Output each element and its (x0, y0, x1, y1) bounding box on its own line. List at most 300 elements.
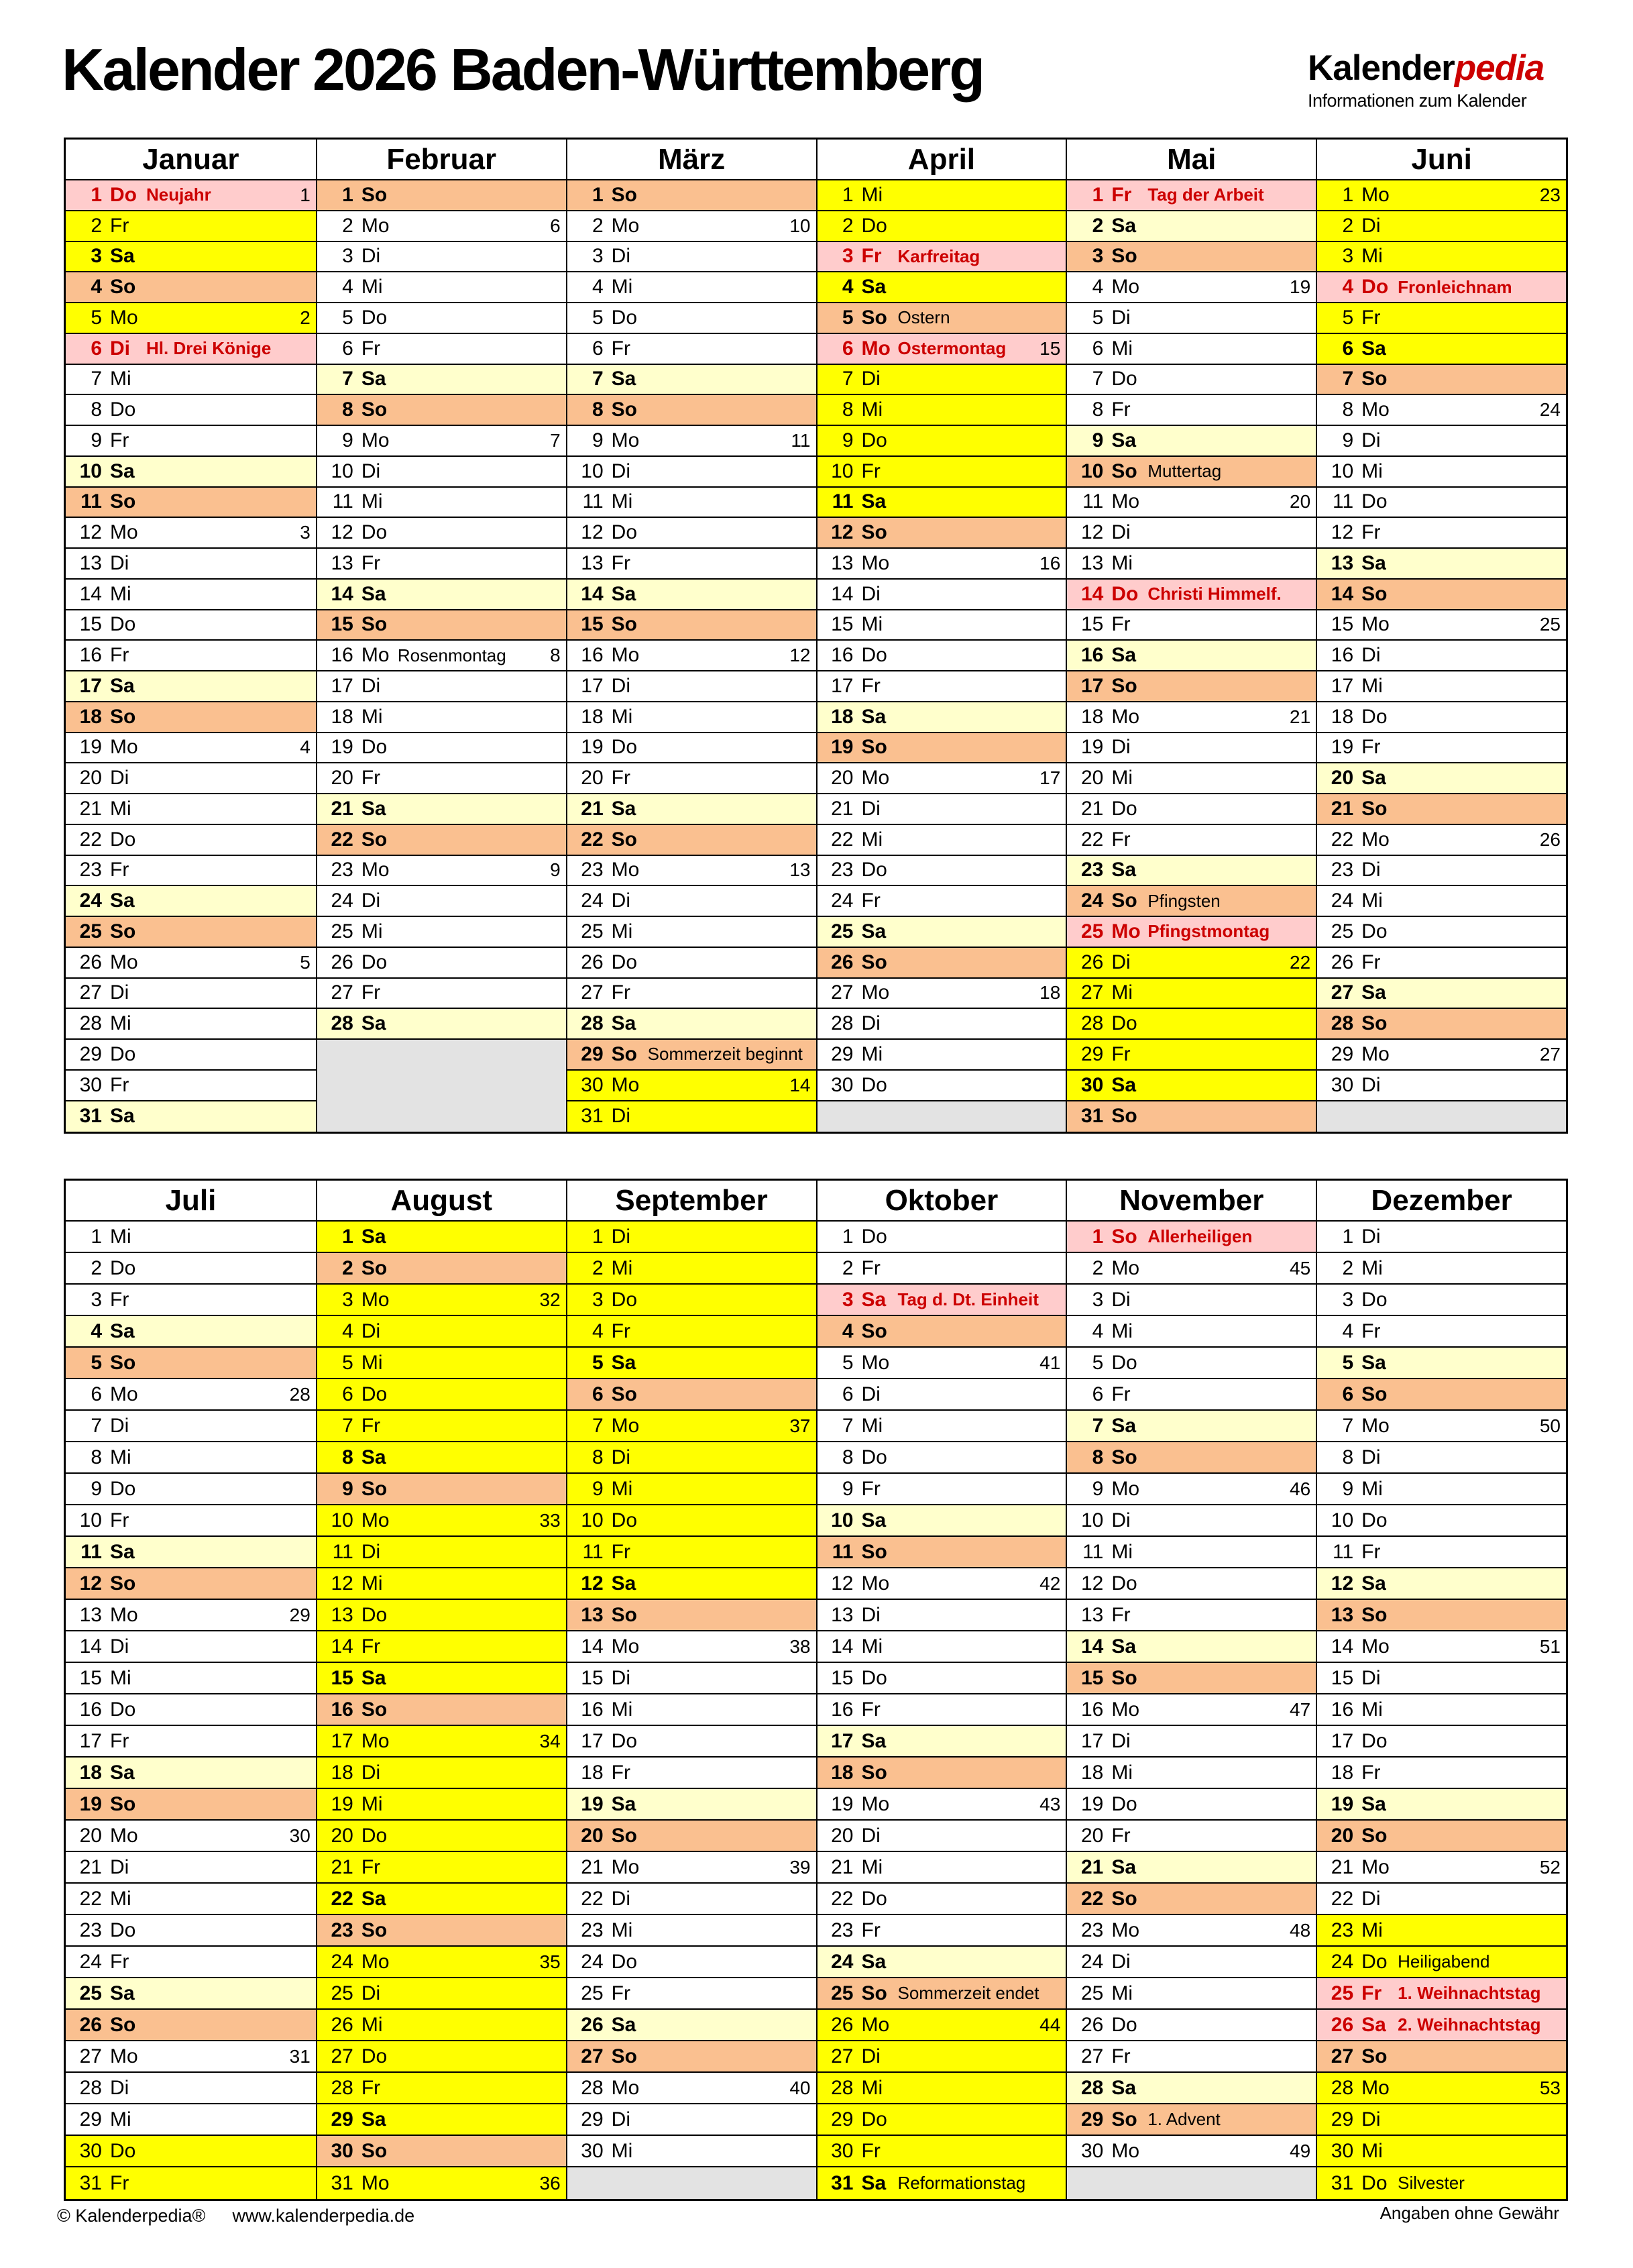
weekday-label: So (361, 1698, 388, 1721)
weekday-label: Fr (611, 981, 630, 1004)
day-number: 5 (592, 306, 604, 329)
weekday-label: Fr (361, 551, 381, 574)
weekday-label: Di (110, 2076, 129, 2099)
day-number: 13 (1080, 551, 1104, 574)
weekday-label: Mi (361, 705, 383, 728)
day-row-dezember-3 (1317, 1285, 1566, 1316)
week-number: 6 (550, 215, 561, 236)
day-row-juni-4 (1317, 272, 1566, 303)
day-number: 9 (1092, 429, 1104, 451)
day-number: 6 (91, 337, 102, 360)
weekday-label: Sa (361, 1666, 386, 1689)
day-number: 9 (1092, 1477, 1104, 1500)
weekday-label: Do (361, 736, 388, 759)
weekday-label: Sa (611, 582, 636, 605)
weekday-label: Sa (1111, 1414, 1137, 1437)
day-row-februar-20 (317, 763, 566, 794)
day-number: 29 (1080, 2108, 1104, 2130)
day-number: 9 (842, 429, 854, 451)
day-row-januar-8 (66, 395, 316, 426)
weekday-label: Mi (1111, 1982, 1133, 2004)
day-number: 14 (581, 1635, 604, 1658)
day-row-februar-7 (317, 365, 566, 396)
day-row-juli-15 (66, 1663, 316, 1694)
week-number: 47 (1290, 1698, 1311, 1720)
day-number: 18 (79, 1761, 102, 1784)
day-row-november-26 (1067, 2010, 1316, 2041)
day-row-februar-14 (317, 580, 566, 610)
weekday-label: Fr (1111, 2045, 1131, 2067)
weekday-label: Sa (361, 582, 386, 605)
day-row-märz-8 (567, 395, 816, 426)
weekday-label: Di (1361, 429, 1381, 451)
day-number: 3 (1092, 1288, 1104, 1311)
day-row-juni-24 (1317, 886, 1566, 917)
weekday-label: Sa (1361, 767, 1386, 790)
weekday-label: Sa (361, 1446, 386, 1468)
day-row-mai-11 (1067, 488, 1316, 519)
weekday-label: So (1111, 1105, 1137, 1128)
day-row-september-8 (567, 1442, 816, 1474)
weekday-label: So (1111, 1666, 1137, 1689)
week-number: 34 (539, 1730, 561, 1751)
weekday-label: Do (611, 1950, 638, 1973)
day-number: 24 (79, 1950, 102, 1973)
weekday-label: Mi (1361, 1919, 1383, 1941)
weekday-label: Mo (1111, 490, 1140, 513)
weekday-label: Mi (611, 490, 633, 513)
day-row-dezember-22 (1317, 1884, 1566, 1915)
weekday-label: Mo (1361, 1042, 1390, 1065)
day-number: 16 (831, 1698, 854, 1721)
day-row-juli-7 (66, 1411, 316, 1442)
week-number: 19 (1290, 276, 1311, 298)
day-row-september-2 (567, 1253, 816, 1285)
day-number: 25 (79, 1982, 102, 2004)
day-number: 29 (79, 2108, 102, 2130)
weekday-label: Do (1361, 705, 1388, 728)
weekday-label: Di (1361, 1446, 1381, 1468)
day-row-september-9 (567, 1474, 816, 1505)
day-number: 18 (331, 1761, 353, 1784)
day-row-juni-25 (1317, 917, 1566, 948)
day-row-märz-10 (567, 457, 816, 488)
weekday-label: Do (361, 1603, 388, 1626)
day-row-märz-3 (567, 242, 816, 273)
day-row-april-22 (818, 825, 1066, 856)
weekday-label: Mi (861, 1042, 883, 1065)
day-number: 7 (842, 1414, 854, 1437)
day-number: 4 (842, 276, 854, 299)
day-row-november-5 (1067, 1348, 1316, 1379)
day-row-august-4 (317, 1316, 566, 1348)
day-number: 16 (581, 644, 604, 667)
day-row-september-13 (567, 1600, 816, 1631)
day-row-februar-22 (317, 825, 566, 856)
day-row-april-20 (818, 763, 1066, 794)
day-number: 17 (581, 674, 604, 697)
day-number: 21 (1331, 1855, 1354, 1878)
weekday-label: Mo (110, 521, 138, 544)
day-row-april-16 (818, 641, 1066, 671)
weekday-label: Mo (110, 736, 138, 759)
day-number: 5 (1092, 1351, 1104, 1374)
day-number: 24 (831, 1950, 854, 1973)
day-row-januar-6 (66, 334, 316, 365)
day-row-oktober-16 (818, 1694, 1066, 1726)
day-number: 13 (331, 551, 353, 574)
day-row-juni-17 (1317, 671, 1566, 702)
weekday-label: Mi (1361, 889, 1383, 912)
day-number: 22 (79, 1887, 102, 1910)
day-row-oktober-4 (818, 1316, 1066, 1348)
weekday-label: Fr (110, 1288, 129, 1311)
day-number: 14 (831, 1635, 854, 1658)
day-row-mai-7 (1067, 365, 1316, 396)
weekday-label: Di (1361, 1666, 1381, 1689)
day-row-dezember-25 (1317, 1978, 1566, 2010)
weekday-label: Sa (611, 368, 636, 390)
day-number: 4 (592, 276, 604, 299)
empty-cell (818, 1101, 1066, 1132)
day-number: 21 (831, 1855, 854, 1878)
day-row-märz-21 (567, 794, 816, 825)
day-number: 12 (1331, 521, 1354, 544)
day-row-oktober-8 (818, 1442, 1066, 1474)
weekday-label: So (861, 1761, 887, 1784)
day-row-dezember-5 (1317, 1348, 1566, 1379)
day-number: 13 (581, 1603, 604, 1626)
day-number: 24 (581, 1950, 604, 1973)
holiday-note: Karfreitag (897, 246, 980, 266)
weekday-label: Do (861, 859, 887, 881)
week-number: 35 (539, 1951, 561, 1972)
day-row-oktober-26 (818, 2010, 1066, 2041)
weekday-label: Do (110, 1256, 136, 1279)
weekday-label: Di (361, 1982, 381, 2004)
weekday-label: Fr (361, 337, 381, 360)
day-row-januar-4 (66, 272, 316, 303)
weekday-label: Sa (861, 2171, 887, 2194)
weekday-label: Fr (1361, 1319, 1381, 1342)
day-number: 5 (1342, 306, 1354, 329)
weekday-label: So (1361, 1603, 1388, 1626)
day-row-april-23 (818, 856, 1066, 887)
day-row-juli-6 (66, 1379, 316, 1411)
day-row-mai-1 (1067, 180, 1316, 211)
weekday-label: Mi (110, 1225, 131, 1248)
weekday-label: Mo (861, 981, 890, 1004)
weekday-label: Mi (361, 1351, 383, 1374)
weekday-label: Mi (1111, 1540, 1133, 1563)
day-number: 30 (1331, 1073, 1354, 1096)
day-number: 22 (581, 1887, 604, 1910)
weekday-label: Di (361, 889, 381, 912)
weekday-label: Do (110, 613, 136, 636)
day-row-mai-30 (1067, 1071, 1316, 1101)
day-number: 30 (831, 1073, 854, 1096)
day-number: 24 (79, 889, 102, 912)
day-row-september-6 (567, 1379, 816, 1411)
weekday-label: Di (361, 1319, 381, 1342)
day-number: 28 (79, 2076, 102, 2099)
day-row-november-1 (1067, 1222, 1316, 1253)
day-number: 20 (1080, 1824, 1104, 1847)
weekday-label: Fr (1361, 1982, 1382, 2004)
day-row-september-20 (567, 1821, 816, 1852)
day-number: 3 (342, 245, 353, 268)
day-row-juni-12 (1317, 518, 1566, 549)
day-number: 11 (1333, 1540, 1354, 1563)
week-number: 46 (1290, 1478, 1311, 1499)
weekday-label: Mo (861, 1572, 890, 1595)
holiday-note: Pfingstmontag (1147, 921, 1270, 942)
weekday-label: Fr (861, 1256, 881, 1279)
calendar-second-half (64, 1179, 1568, 2201)
day-row-juli-5 (66, 1348, 316, 1379)
day-number: 17 (1080, 674, 1104, 697)
week-number: 3 (300, 522, 311, 543)
weekday-label: Do (110, 1477, 136, 1500)
day-number: 8 (342, 398, 353, 421)
holiday-note: Tag der Arbeit (1147, 184, 1264, 205)
day-row-januar-30 (66, 1071, 316, 1101)
weekday-label: So (110, 1351, 136, 1374)
day-row-märz-2 (567, 211, 816, 242)
day-row-juli-19 (66, 1789, 316, 1821)
weekday-label: Mi (611, 1477, 633, 1500)
day-row-oktober-7 (818, 1411, 1066, 1442)
day-row-september-12 (567, 1568, 816, 1600)
day-number: 14 (581, 582, 604, 605)
day-row-juli-14 (66, 1631, 316, 1663)
day-number: 15 (831, 1666, 854, 1689)
day-row-november-30 (1067, 2136, 1316, 2167)
day-row-september-29 (567, 2104, 816, 2136)
weekday-label: So (611, 1383, 637, 1405)
day-number: 9 (91, 1477, 102, 1500)
day-number: 18 (1331, 705, 1354, 728)
weekday-label: Do (1111, 1012, 1137, 1035)
week-number: 2 (300, 307, 311, 328)
day-row-februar-11 (317, 488, 566, 519)
day-row-februar-28 (317, 1009, 566, 1040)
day-number: 20 (1080, 767, 1104, 790)
day-number: 12 (1080, 521, 1104, 544)
day-number: 17 (331, 674, 353, 697)
week-number: 5 (300, 951, 311, 973)
day-number: 3 (91, 245, 102, 268)
day-row-september-28 (567, 2073, 816, 2104)
day-number: 19 (79, 736, 102, 759)
weekday-label: Fr (1111, 1603, 1131, 1626)
weekday-label: So (861, 1319, 887, 1342)
day-number: 29 (1331, 2108, 1354, 2130)
day-row-oktober-25 (818, 1978, 1066, 2010)
weekday-label: So (110, 1792, 136, 1815)
day-row-november-28 (1067, 2073, 1316, 2104)
weekday-label: Mi (110, 1446, 131, 1468)
weekday-label: Di (1111, 521, 1131, 544)
day-row-juli-16 (66, 1694, 316, 1726)
day-number: 9 (1342, 1477, 1354, 1500)
weekday-label: So (611, 398, 637, 421)
weekday-label: So (1361, 1824, 1388, 1847)
day-row-juni-22 (1317, 825, 1566, 856)
week-number: 43 (1039, 1793, 1061, 1815)
day-number: 6 (342, 337, 353, 360)
weekday-label: Do (110, 398, 136, 421)
week-number: 50 (1539, 1415, 1561, 1436)
weekday-label: Do (1361, 276, 1389, 299)
weekday-label: Di (611, 1105, 630, 1128)
weekday-label: Sa (110, 460, 135, 482)
weekday-label: So (110, 920, 136, 942)
month-header-januar: Januar (66, 140, 316, 180)
day-number: 23 (1331, 859, 1354, 881)
weekday-label: Do (361, 1383, 388, 1405)
day-row-august-22 (317, 1884, 566, 1915)
day-row-februar-3 (317, 242, 566, 273)
day-number: 14 (79, 582, 102, 605)
day-number: 26 (79, 951, 102, 973)
day-row-november-14 (1067, 1631, 1316, 1663)
weekday-label: Di (1111, 736, 1131, 759)
day-number: 2 (1092, 1256, 1104, 1279)
day-row-april-24 (818, 886, 1066, 917)
month-column-oktober (816, 1181, 1066, 2199)
day-number: 5 (91, 306, 102, 329)
day-row-juni-8 (1317, 395, 1566, 426)
day-row-august-18 (317, 1758, 566, 1789)
weekday-label: Mo (1361, 1635, 1390, 1658)
weekday-label: Fr (611, 1761, 630, 1784)
month-column-august (316, 1181, 566, 2199)
day-number: 10 (831, 1509, 854, 1531)
day-row-november-12 (1067, 1568, 1316, 1600)
empty-cell (1317, 1101, 1566, 1132)
weekday-label: Mo (110, 951, 138, 973)
weekday-label: So (1361, 368, 1388, 390)
day-number: 1 (1342, 183, 1354, 206)
day-row-september-22 (567, 1884, 816, 1915)
day-row-juli-23 (66, 1915, 316, 1947)
day-row-september-5 (567, 1348, 816, 1379)
day-number: 31 (831, 2171, 854, 2194)
weekday-label: So (611, 2045, 637, 2067)
day-row-november-27 (1067, 2041, 1316, 2073)
weekday-label: Di (611, 245, 630, 268)
weekday-label: Mo (110, 1383, 138, 1405)
weekday-label: Fr (861, 889, 881, 912)
day-number: 19 (581, 736, 604, 759)
day-row-oktober-6 (818, 1379, 1066, 1411)
weekday-label: Sa (611, 1792, 636, 1815)
week-number: 41 (1039, 1352, 1061, 1373)
footer-disclaimer: Angaben ohne Gewähr (1379, 2203, 1559, 2223)
day-number: 7 (342, 1414, 353, 1437)
day-row-august-14 (317, 1631, 566, 1663)
day-number: 23 (1080, 1919, 1104, 1941)
weekday-label: Mo (611, 859, 640, 881)
weekday-label: Fr (861, 674, 881, 697)
week-number: 39 (789, 1856, 811, 1878)
day-number: 1 (1092, 1225, 1104, 1248)
day-row-juni-5 (1317, 303, 1566, 334)
weekday-label: Fr (110, 1729, 129, 1752)
weekday-label: Mi (611, 1698, 633, 1721)
day-number: 17 (831, 1729, 854, 1752)
weekday-label: Sa (361, 1012, 386, 1035)
day-row-märz-12 (567, 518, 816, 549)
day-row-februar-4 (317, 272, 566, 303)
day-row-januar-23 (66, 856, 316, 887)
weekday-label: Fr (611, 337, 630, 360)
week-number: 21 (1290, 706, 1311, 727)
day-number: 10 (79, 1509, 102, 1531)
day-number: 29 (331, 2108, 353, 2130)
day-number: 21 (1331, 797, 1354, 820)
day-row-dezember-13 (1317, 1600, 1566, 1631)
day-row-november-29 (1067, 2104, 1316, 2136)
day-number: 3 (842, 245, 854, 268)
weekday-label: Sa (861, 276, 887, 299)
day-row-mai-27 (1067, 979, 1316, 1010)
day-number: 11 (80, 1540, 102, 1563)
weekday-label: Di (1111, 1950, 1131, 1973)
week-number: 29 (289, 1604, 311, 1625)
day-row-dezember-15 (1317, 1663, 1566, 1694)
month-column-juni (1316, 140, 1566, 1132)
day-row-august-21 (317, 1852, 566, 1884)
day-number: 8 (592, 1446, 604, 1468)
weekday-label: Mi (110, 368, 131, 390)
weekday-label: Fr (361, 1414, 381, 1437)
day-number: 11 (80, 490, 102, 513)
month-header-februar: Februar (317, 140, 566, 180)
weekday-label: Mi (861, 1855, 883, 1878)
day-number: 1 (842, 1225, 854, 1248)
day-row-mai-16 (1067, 641, 1316, 671)
weekday-label: Fr (861, 1477, 881, 1500)
day-number: 27 (1331, 2045, 1354, 2067)
day-row-juli-9 (66, 1474, 316, 1505)
weekday-label: Mi (611, 276, 633, 299)
day-row-mai-8 (1067, 395, 1316, 426)
day-number: 21 (1080, 797, 1104, 820)
day-row-dezember-14 (1317, 1631, 1566, 1663)
day-row-januar-10 (66, 457, 316, 488)
day-row-september-4 (567, 1316, 816, 1348)
weekday-label: Mi (110, 1887, 131, 1910)
day-row-juli-10 (66, 1505, 316, 1537)
weekday-label: Sa (1361, 337, 1386, 360)
day-number: 25 (831, 920, 854, 942)
weekday-label: Mi (1361, 2139, 1383, 2162)
day-row-februar-5 (317, 303, 566, 334)
day-number: 16 (79, 1698, 102, 1721)
month-header-mai: Mai (1067, 140, 1316, 180)
day-row-august-17 (317, 1726, 566, 1758)
weekday-label: Di (361, 1761, 381, 1784)
day-number: 28 (79, 1012, 102, 1035)
week-number: 37 (789, 1415, 811, 1436)
weekday-label: Do (1111, 1572, 1137, 1595)
day-row-juli-11 (66, 1537, 316, 1568)
day-number: 19 (1331, 1792, 1354, 1815)
day-row-juni-27 (1317, 979, 1566, 1010)
day-row-dezember-17 (1317, 1726, 1566, 1758)
